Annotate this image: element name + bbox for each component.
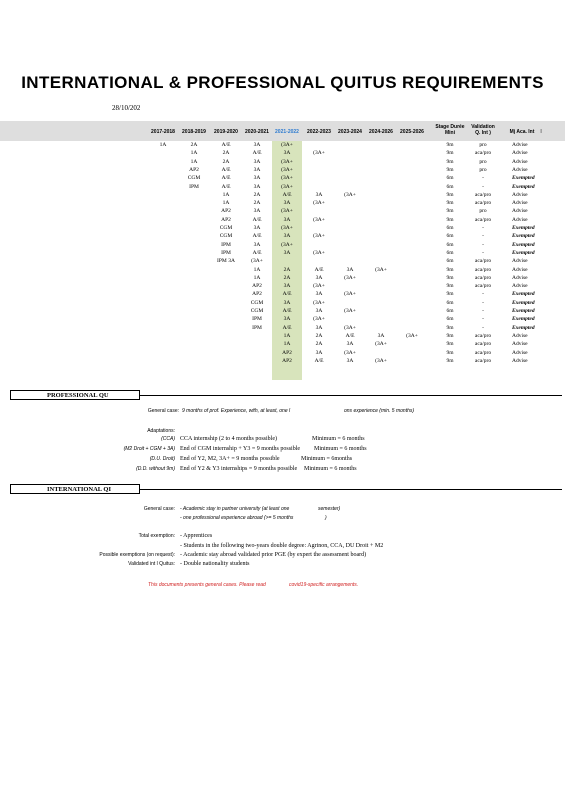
cursus-cell: A/E bbox=[252, 216, 262, 223]
mj-cell: Advise bbox=[512, 283, 528, 290]
intl-general-line2b: ) bbox=[325, 515, 327, 521]
cursus-cell: 2A bbox=[222, 150, 230, 157]
cursus-cell: (3A+ bbox=[313, 249, 325, 256]
table-row bbox=[0, 207, 565, 215]
cursus-cell: (3A+ bbox=[281, 175, 293, 182]
cursus-cell: 3A bbox=[283, 200, 291, 207]
table-row bbox=[0, 340, 565, 348]
cursus-cell: 2A bbox=[315, 332, 323, 339]
stage-duration-cell: 9m bbox=[446, 357, 454, 364]
table-row bbox=[0, 224, 565, 232]
cursus-cell: 2A bbox=[222, 158, 230, 165]
mj-cell: Advise bbox=[512, 266, 528, 273]
table-row bbox=[0, 282, 565, 290]
cursus-cell: IPM bbox=[252, 316, 262, 323]
validation-cell: aca/pro bbox=[474, 357, 492, 364]
validated-label: Validated int l Quitus: bbox=[128, 561, 175, 567]
cursus-cell: 2A bbox=[283, 274, 291, 281]
validation-cell: pro bbox=[479, 166, 487, 173]
cursus-cell: A/E bbox=[282, 191, 292, 198]
header-year: 2018-2019 bbox=[182, 129, 206, 135]
stage-duration-cell: 6m bbox=[446, 258, 454, 265]
cursus-cell: 3A bbox=[283, 316, 291, 323]
cursus-cell: 1A bbox=[222, 191, 230, 198]
adaptation-label: (M2 Droit + CGM + 3A) bbox=[123, 446, 175, 452]
stage-duration-cell: 9m bbox=[446, 324, 454, 331]
validation-cell: - bbox=[482, 316, 484, 323]
validation-cell: pro bbox=[479, 158, 487, 165]
cursus-cell: (3A+ bbox=[281, 142, 293, 148]
cursus-cell: IPM bbox=[252, 324, 262, 331]
possible-exemptions-label: Possible exemptions (on request): bbox=[99, 552, 175, 558]
table-row bbox=[0, 183, 565, 191]
stage-duration-cell: 9m bbox=[446, 332, 454, 339]
stage-duration-cell: 6m bbox=[446, 241, 454, 248]
stage-duration-cell: 9m bbox=[446, 216, 454, 223]
page-title: INTERNATIONAL & PROFESSIONAL QUITUS REQUIREMENTS bbox=[21, 73, 544, 92]
stage-duration-cell: 9m bbox=[446, 142, 454, 148]
cursus-cell: 3A bbox=[315, 274, 323, 281]
mj-cell: Advise bbox=[512, 200, 528, 207]
cursus-cell: 1A bbox=[283, 341, 291, 348]
cursus-cell: (3A+ bbox=[281, 208, 293, 215]
mj-cell: Advise bbox=[512, 258, 528, 265]
adaptation-text: End of CGM internship + Y3 = 9 months possible bbox=[180, 446, 301, 452]
cursus-cell: 1A bbox=[159, 142, 167, 148]
intl-general-label: General case: bbox=[143, 506, 175, 512]
cursus-cell: A/E bbox=[282, 308, 292, 314]
intl-general-line1a: - Academic stay in partner university (at least one bbox=[180, 506, 290, 512]
mj-cell: Advise bbox=[512, 332, 528, 339]
stage-duration-cell: 9m bbox=[446, 266, 454, 273]
stage-duration-cell: 6m bbox=[446, 175, 454, 182]
validation-cell: - bbox=[482, 324, 484, 331]
adaptation-label: (CCA) bbox=[161, 436, 175, 442]
header-year-current: 2021-2022 bbox=[275, 129, 299, 135]
cursus-cell: 3A bbox=[283, 216, 291, 223]
cursus-cell: 2A bbox=[253, 200, 261, 207]
cursus-cell: (3A+ bbox=[281, 166, 293, 173]
table-row bbox=[0, 324, 565, 332]
professional-section-heading: PROFESSIONAL QU bbox=[10, 390, 140, 400]
stage-duration-cell: 9m bbox=[446, 191, 454, 198]
header-year: 2025-2026 bbox=[400, 129, 424, 135]
cursus-cell: IPM bbox=[221, 241, 231, 248]
cursus-cell: 2A bbox=[190, 142, 198, 148]
table-row bbox=[0, 166, 565, 174]
cursus-cell: (3A+ bbox=[344, 324, 356, 331]
adaptation-label: (D.U. Droit) bbox=[149, 456, 175, 462]
stage-duration-cell: 6m bbox=[446, 249, 454, 256]
mj-cell: Advise bbox=[512, 150, 528, 157]
cursus-cell: (3A+ bbox=[281, 158, 293, 165]
cursus-cell: (3A+ bbox=[313, 316, 325, 323]
cursus-cell: (3A+ bbox=[281, 225, 293, 231]
cursus-cell: 2A bbox=[253, 191, 261, 198]
cursus-cell: 3A bbox=[253, 241, 261, 248]
table-row bbox=[0, 174, 565, 182]
document-date: 28/10/202 bbox=[112, 104, 141, 112]
cursus-cell: 3A bbox=[377, 332, 385, 339]
validation-cell: aca/pro bbox=[474, 341, 492, 348]
header-validation: Validation Q. Int ) bbox=[471, 124, 495, 136]
stage-duration-cell: 9m bbox=[446, 283, 454, 290]
cursus-cell: IPM bbox=[189, 183, 199, 190]
cursus-cell: 1A bbox=[253, 274, 261, 281]
table-row bbox=[0, 249, 565, 257]
validation-cell: - bbox=[482, 175, 484, 182]
cursus-cell: 1A bbox=[222, 200, 230, 207]
cursus-cell: AP2 bbox=[282, 357, 292, 364]
cursus-cell: A/E bbox=[314, 266, 324, 273]
validation-cell: pro bbox=[479, 142, 487, 148]
cursus-cell: 1A bbox=[190, 158, 198, 165]
total-exemption-text-2: - Students in the following two-years double degree: Agrinon, CCA, DU Droit + M2 bbox=[180, 543, 384, 549]
stage-duration-cell: 6m bbox=[446, 316, 454, 323]
cursus-cell: (3A+ bbox=[281, 241, 293, 248]
cursus-cell: A/E bbox=[314, 357, 324, 364]
header-year: 2022-2023 bbox=[307, 129, 331, 135]
mj-cell: Advise bbox=[512, 166, 528, 173]
cursus-cell: 3A bbox=[315, 349, 323, 356]
cursus-cell: (3A+ bbox=[344, 291, 356, 298]
cursus-cell: A/E bbox=[221, 183, 231, 190]
cursus-cell: 3A bbox=[283, 233, 291, 240]
cursus-cell: 3A bbox=[253, 166, 261, 173]
cursus-cell: (3A+ bbox=[313, 233, 325, 240]
cursus-cell: AP2 bbox=[221, 216, 231, 223]
prof-general-text-a: 9 months of prof. Experience, with, at least, one l bbox=[182, 408, 291, 414]
table-row bbox=[0, 332, 565, 340]
stage-duration-cell: 9m bbox=[446, 349, 454, 356]
mj-cell: Exempted bbox=[512, 249, 535, 256]
table-row bbox=[0, 357, 565, 365]
cursus-cell: CGM bbox=[219, 233, 233, 240]
mj-cell: Advise bbox=[512, 357, 528, 364]
cursus-cell: A/E bbox=[282, 291, 292, 298]
stage-duration-cell: 9m bbox=[446, 341, 454, 348]
header-year: 2020-2021 bbox=[245, 129, 269, 135]
mj-cell: Exempted bbox=[512, 316, 535, 323]
stage-duration-cell: 9m bbox=[446, 166, 454, 173]
table-row bbox=[0, 149, 565, 157]
table-row bbox=[0, 315, 565, 323]
cursus-cell: A/E bbox=[252, 249, 262, 256]
cursus-cell: 3A bbox=[283, 283, 291, 290]
header-mj-bar: l bbox=[540, 129, 542, 135]
cursus-cell: A/E bbox=[252, 150, 262, 157]
table-header bbox=[0, 121, 565, 141]
validation-cell: aca/pro bbox=[474, 332, 492, 339]
mj-cell: Exempted bbox=[512, 241, 535, 248]
cursus-cell: A/E bbox=[221, 142, 231, 148]
validation-cell: aca/pro bbox=[474, 349, 492, 356]
table-row bbox=[0, 266, 565, 274]
cursus-cell: 3A bbox=[253, 158, 261, 165]
table-row bbox=[0, 158, 565, 166]
cursus-cell: AP2 bbox=[221, 208, 231, 215]
total-exemption-text: - Apprentices bbox=[180, 533, 213, 539]
cursus-cell: (3A+ bbox=[375, 266, 387, 273]
cursus-cell: 3A bbox=[253, 142, 261, 148]
mj-cell: Advise bbox=[512, 349, 528, 356]
table-row bbox=[0, 241, 565, 249]
total-exemption-label: Total exemption: bbox=[138, 533, 175, 539]
cursus-cell: 3A bbox=[346, 357, 354, 364]
validation-cell: - bbox=[482, 241, 484, 248]
cursus-cell: (3A+ bbox=[313, 200, 325, 207]
cursus-cell: IPM 3A bbox=[217, 258, 235, 265]
cursus-cell: 3A bbox=[346, 341, 354, 348]
cursus-cell: A/E bbox=[252, 233, 262, 240]
adaptation-extra: Minimum = 6 months bbox=[304, 466, 357, 472]
table-row bbox=[0, 307, 565, 315]
prof-general-label: General case: bbox=[147, 408, 179, 414]
cursus-cell: 3A bbox=[253, 183, 261, 190]
adaptations-label: Adaptations: bbox=[147, 428, 175, 434]
prof-general-text-b: ons experience (min. 5 months) bbox=[344, 408, 415, 414]
cursus-cell: 1A bbox=[190, 150, 198, 157]
table-row bbox=[0, 216, 565, 224]
intl-general-line1b: semester) bbox=[318, 506, 341, 512]
table-row bbox=[0, 191, 565, 199]
cursus-cell: 3A bbox=[315, 308, 323, 314]
stage-duration-cell: 9m bbox=[446, 150, 454, 157]
header-year: 2017-2018 bbox=[151, 129, 175, 135]
header-mj: Mj Aca. Int bbox=[509, 129, 535, 135]
footer-note-b: covid19-specific arrangements. bbox=[289, 582, 359, 588]
cursus-cell: 3A bbox=[315, 324, 323, 331]
cursus-cell: 1A bbox=[283, 332, 291, 339]
mj-cell: Advise bbox=[512, 341, 528, 348]
mj-cell: Advise bbox=[512, 274, 528, 281]
cursus-cell: (3A+ bbox=[344, 191, 356, 198]
table-row bbox=[0, 199, 565, 207]
cursus-cell: 3A bbox=[283, 249, 291, 256]
section-divider bbox=[140, 489, 562, 490]
mj-cell: Exempted bbox=[512, 291, 535, 298]
cursus-cell: IPM bbox=[221, 249, 231, 256]
cursus-cell: (3A+ bbox=[375, 341, 387, 348]
cursus-cell: 1A bbox=[253, 266, 261, 273]
cursus-cell: (3A+ bbox=[251, 258, 263, 265]
cursus-cell: 3A bbox=[283, 299, 291, 306]
cursus-cell: AP2 bbox=[252, 291, 262, 298]
cursus-cell: A/E bbox=[221, 166, 231, 173]
validation-cell: pro bbox=[479, 208, 487, 215]
cursus-cell: (3A+ bbox=[313, 299, 325, 306]
cursus-cell: A/E bbox=[221, 175, 231, 182]
cursus-cell: A/E bbox=[282, 324, 292, 331]
mj-cell: Advise bbox=[512, 158, 528, 165]
cursus-cell: (3A+ bbox=[313, 216, 325, 223]
stage-duration-cell: 6m bbox=[446, 183, 454, 190]
stage-duration-cell: 6m bbox=[446, 225, 454, 231]
international-section-heading: INTERNATIONAL QI bbox=[10, 484, 140, 494]
cursus-cell: (3A+ bbox=[313, 150, 325, 157]
mj-cell: Advise bbox=[512, 191, 528, 198]
cursus-cell: 3A bbox=[346, 266, 354, 273]
intl-general-line2a: - one professional experience abroad (>= 5 months bbox=[180, 515, 294, 521]
stage-duration-cell: 6m bbox=[446, 299, 454, 306]
header-year: 2019-2020 bbox=[214, 129, 238, 135]
validation-cell: aca/pro bbox=[474, 283, 492, 290]
cursus-cell: 2A bbox=[283, 266, 291, 273]
cursus-cell: 3A bbox=[253, 225, 261, 231]
cursus-cell: 3A bbox=[253, 175, 261, 182]
adaptation-extra: Minimum = 6 months bbox=[312, 436, 365, 442]
cursus-cell: (3A+ bbox=[344, 308, 356, 314]
table-row bbox=[0, 141, 565, 149]
mj-cell: Exempted bbox=[512, 183, 535, 190]
table-row bbox=[0, 349, 565, 357]
cursus-cell: CGM bbox=[219, 225, 233, 231]
section-divider bbox=[140, 395, 562, 396]
validation-cell: aca/pro bbox=[474, 150, 492, 157]
validation-cell: - bbox=[482, 308, 484, 314]
footer-note-a: This documents presents general cases. Please read bbox=[148, 582, 266, 588]
mj-cell: Exempted bbox=[512, 308, 535, 314]
cursus-cell: (3A+ bbox=[344, 349, 356, 356]
cursus-cell: (3A+ bbox=[344, 274, 356, 281]
stage-duration-cell: 6m bbox=[446, 308, 454, 314]
validation-cell: - bbox=[482, 225, 484, 231]
stage-duration-cell: 6m bbox=[446, 233, 454, 240]
stage-duration-cell: 9m bbox=[446, 200, 454, 207]
validation-cell: aca/pro bbox=[474, 274, 492, 281]
mj-cell: Advise bbox=[512, 208, 528, 215]
table-row bbox=[0, 257, 565, 265]
validation-cell: - bbox=[482, 249, 484, 256]
cursus-cell: 2A bbox=[315, 341, 323, 348]
stage-duration-cell: 9m bbox=[446, 291, 454, 298]
adaptation-extra: Minimum = 6 months bbox=[314, 446, 367, 452]
mj-cell: Exempted bbox=[512, 299, 535, 306]
table-row bbox=[0, 299, 565, 307]
adaptation-label: (D.D. without 9m) bbox=[136, 466, 175, 472]
validation-cell: - bbox=[482, 291, 484, 298]
adaptation-text: End of Y2 & Y3 internships = 9 months possible bbox=[180, 466, 298, 472]
validation-cell: aca/pro bbox=[474, 216, 492, 223]
validation-cell: - bbox=[482, 233, 484, 240]
table-row bbox=[0, 232, 565, 240]
adaptation-extra: Minimum = 6months bbox=[301, 456, 353, 462]
adaptation-text: CCA internship (2 to 4 months possible) bbox=[180, 436, 278, 442]
cursus-cell: AP2 bbox=[282, 349, 292, 356]
cursus-cell: (3A+ bbox=[375, 357, 387, 364]
cursus-cell: CGM bbox=[250, 308, 264, 314]
mj-cell: Exempted bbox=[512, 324, 535, 331]
validation-cell: aca/pro bbox=[474, 266, 492, 273]
stage-duration-cell: 9m bbox=[446, 208, 454, 215]
validation-cell: aca/pro bbox=[474, 200, 492, 207]
validation-cell: - bbox=[482, 299, 484, 306]
validated-text: - Double nationality students bbox=[180, 561, 250, 567]
validation-cell: - bbox=[482, 183, 484, 190]
validation-cell: aca/pro bbox=[474, 258, 492, 265]
mj-cell: Exempted bbox=[512, 225, 535, 231]
cursus-cell: 3A bbox=[315, 191, 323, 198]
header-year: 2024-2026 bbox=[369, 129, 393, 135]
cursus-cell: (3A+ bbox=[406, 332, 418, 339]
validation-cell: aca/pro bbox=[474, 191, 492, 198]
header-year: 2023-2024 bbox=[338, 129, 362, 135]
mj-cell: Advise bbox=[512, 142, 528, 148]
stage-duration-cell: 9m bbox=[446, 158, 454, 165]
header-stage: Stage Durée Mini bbox=[435, 124, 465, 136]
mj-cell: Exempted bbox=[512, 175, 535, 182]
cursus-cell: CGM bbox=[250, 299, 264, 306]
cursus-cell: AP2 bbox=[189, 166, 199, 173]
table-row bbox=[0, 290, 565, 298]
cursus-cell: 3A bbox=[253, 208, 261, 215]
stage-duration-cell: 9m bbox=[446, 274, 454, 281]
adaptation-text: End of Y2, M2, 3A+ = 9 months possible bbox=[180, 456, 280, 462]
table-row bbox=[0, 274, 565, 282]
cursus-cell: A/E bbox=[345, 332, 355, 339]
mj-cell: Exempted bbox=[512, 233, 535, 240]
cursus-cell: 3A bbox=[283, 150, 291, 157]
cursus-cell: (3A+ bbox=[313, 283, 325, 290]
possible-exemptions-text: - Academic stay abroad validated prior PGE (by expert the assessment board) bbox=[180, 552, 367, 558]
cursus-cell: (3A+ bbox=[281, 183, 293, 190]
cursus-cell: CGM bbox=[187, 175, 201, 182]
mj-cell: Advise bbox=[512, 216, 528, 223]
cursus-cell: 3A bbox=[315, 291, 323, 298]
cursus-cell: AP2 bbox=[252, 283, 262, 290]
